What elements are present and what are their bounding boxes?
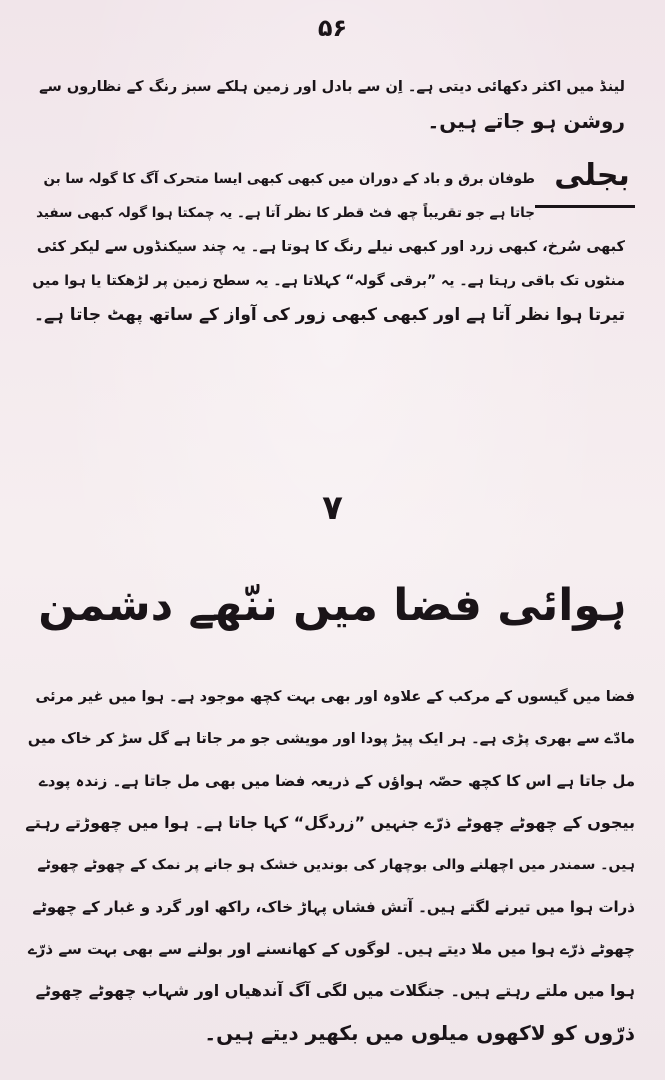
text-line: مادّے سے بھری پڑی ہے۔ ہر ایک پیڑ پودا اور مویشی جو مر جاتا ہے گل سڑ کر خاک میں [27, 731, 635, 747]
text-line: ذرّوں کو لاکھوں میلوں میں بکھیر دیتے ہیں۔ [204, 1021, 635, 1045]
text-line: ہوا میں ملتے رہتے ہیں۔ جنگلات میں لگی آگ آندھیاں اور شہاب چھوٹے چھوٹے [35, 981, 635, 1000]
section-heading-lightning: بجلی [554, 158, 630, 193]
text-line: لینڈ میں اکثر دکھائی دیتی ہے۔ اِن سے بادل اور زمین ہلکے سبز رنگ کے نظاروں سے [39, 79, 625, 95]
chapter-title: ہوائی فضا میں ننّھے دشمن [38, 580, 627, 631]
chapter-number: ۷ [322, 488, 343, 528]
text-line: کبھی سُرخ، کبھی زرد اور کبھی نیلے رنگ کا ہوتا ہے۔ یہ چند سیکنڈوں سے لیکر کئی [36, 239, 625, 255]
heading-underline [535, 205, 635, 208]
page-number: ۵۶ [317, 14, 348, 42]
text-line: فضا میں گیسوں کے مرکب کے علاوہ اور بھی بہت کچھ موجود ہے۔ ہوا میں غیر مرئی [35, 689, 635, 705]
text-line: بیجوں کے چھوٹے چھوٹے ذرّے جنہیں ”زردگل“ کہا جاتا ہے۔ ہوا میں چھوڑتے رہتے [25, 813, 635, 832]
text-line: ذرات ہوا میں تیرنے لگتے ہیں۔ آتش فشاں پہاڑ خاک، راکھ اور گرد و غبار کے چھوٹے [32, 898, 635, 916]
lightning-paragraph [25, 230, 625, 332]
text-line: جاتا ہے جو تقریباً چھ فٹ قطر کا نظر آتا ہے۔ یہ چمکتا ہوا گولہ کبھی سفید [36, 205, 535, 221]
text-line: تیرتا ہوا نظر آتا ہے اور کبھی کبھی زور کی آواز کے ساتھ پھٹ جاتا ہے۔ [33, 305, 625, 325]
lightning-paragraph-beside-heading [35, 162, 535, 230]
chapter-body [25, 676, 635, 1054]
text-line: ہیں۔ سمندر میں اچھلنے والی بوچھار کی بوندیں خشک ہو جانے پر نمک کے چھوٹے چھوٹے [37, 857, 635, 873]
text-line: روشن ہو جاتے ہیں۔ [427, 109, 625, 133]
text-line: منٹوں تک باقی رہتا ہے۔ یہ ”برقی گولہ“ کہلاتا ہے۔ یہ سطح زمین پر لڑھکتا یا ہوا میں [32, 273, 625, 289]
intro-paragraph [25, 70, 625, 138]
text-line: چھوٹے ذرّے ہوا میں ملا دیتے ہیں۔ لوگوں کے کھانسنے اور بولنے سے بھی بہت سے ذرّے [27, 940, 635, 958]
text-line: طوفان برق و باد کے دوران میں کبھی کبھی ایسا متحرک آگ کا گولہ سا بن [43, 171, 535, 187]
text-line: مل جاتا ہے اس کا کچھ حصّہ ہواؤں کے ذریعہ فضا میں بھی مل جاتا ہے۔ زندہ پودے [38, 772, 635, 790]
